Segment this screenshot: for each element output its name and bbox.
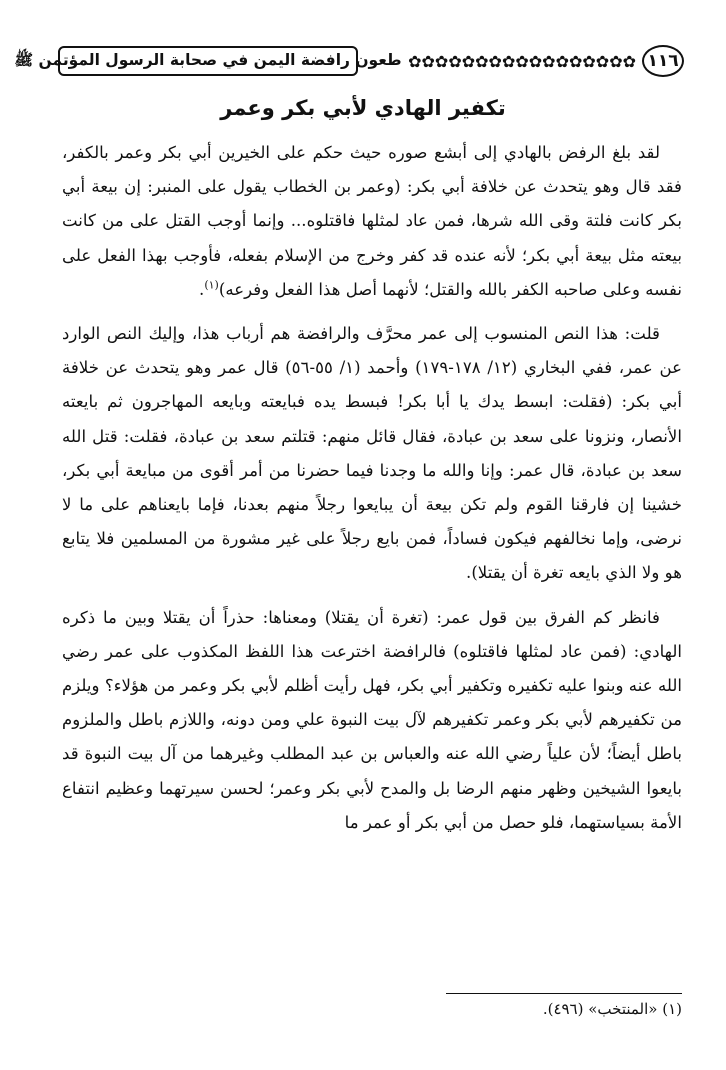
paragraph-1 [62,136,682,307]
header-ornament: ✿✿✿✿✿✿✿✿✿✿✿✿✿✿✿✿✿ [408,51,636,71]
paragraph-1-text: لقد بلغ الرفض بالهادي إلى أبشع صوره حيث حكم على الخيرين أبي بكر وعمر بالكفر، فقد قال وهو يتحدث عن خلافة أبي بكر: (وعمر بن الخطاب يقول على المنبر: إن بيعة أبي بكر كانت فلتة وقى الله شرها، فمن عاد لمثلها فاقتلوه... وإنما أوجب القتل على من كانت بيعته مثل بيعة أبي بكر؛ لأنه عنده قد كفر وخرج من الإسلام بفعله، فأوجب بهذا الفعل على نفسه وعلى صاحبه الكفر بالله والقتل؛ لأنهما أصل هذا الفعل وفرعه) [62,143,682,299]
page-header [14,44,684,78]
footnote: (١) «المنتخب» (٤٩٦). [542,1000,682,1018]
paragraph-2: قلت: هذا النص المنسوب إلى عمر محرَّف والرافضة هم أرباب هذا، وإليك النص الوارد عن عمر، ففي البخاري (١٢/ ١٧٨-١٧٩) وأحمد (١/ ٥٥-٥٦) قال عمر وهو يتحدث عن خلافة أبي بكر: (فقلت: ابسط يدك يا أبا بكر! فبسط يده فبايعته وبايعه المهاجرون ثم بايعته الأنصار، ونزونا على سعد بن عبادة، فقال قائل منهم: قتلتم سعد بن عبادة، فقلت: قتل الله سعد بن عبادة، قال عمر: وإنا والله ما وجدنا فيما حضرنا من أمر أقوى من مبايعة أبي بكر، خشينا إن فارقنا القوم ولم تكن بيعة أن يبايعوا رجلاً منهم بعدنا، فإما بايعناهم على ما لا نرضى، وإما نخالفهم فيكون فساداً، فمن بايع رجلاً على غير مشورة من المسلمين فلا يتابع هو ولا الذي بايعه تغرة أن يقتلا). [62,324,682,583]
footnote-divider [446,993,682,994]
paragraph-3: فانظر كم الفرق بين قول عمر: (تغرة أن يقتلا) ومعناها: حذراً أن يقتلا وبين ما ذكره الهادي: (فمن عاد لمثلها فاقتلوه) فالرافضة اخترعت هذا اللفظ المكذوب على عمر رضي الله عنه وبنوا عليه تكفيره وتكفير أبي بكر، فهل رأيت أظلم لأبي بكر وعمر من هؤلاء؟ ويلزم من تكفيرهم لأبي بكر وعمر تكفيرهم لآل بيت النبوة علي ومن دونه، واللازم باطل والملزوم باطل أيضاً؛ لأن علياً رضي الله عنه والعباس بن عبد المطلب وغيرهما من آل بيت النبوة قد بايعوا الشيخين وظهر منهم الرضا بل والمدح لأبي بكر وعمر؛ لحسن سيرتهما وعظيم انتفاع الأمة بسياستهما، فلو حصل من أبي بكر أو عمر ما [62,607,682,832]
page-number: ١١٦ [642,45,684,77]
running-book-title: طعون رافضة اليمن في صحابة الرسول المؤتمن ﷺ [58,46,358,76]
body-text [62,136,682,850]
footnote-reference[interactable]: (١) [204,278,219,292]
paragraph-1-tail: . [199,279,205,299]
chapter-title: تكفير الهادي لأبي بكر وعمر [220,96,506,120]
